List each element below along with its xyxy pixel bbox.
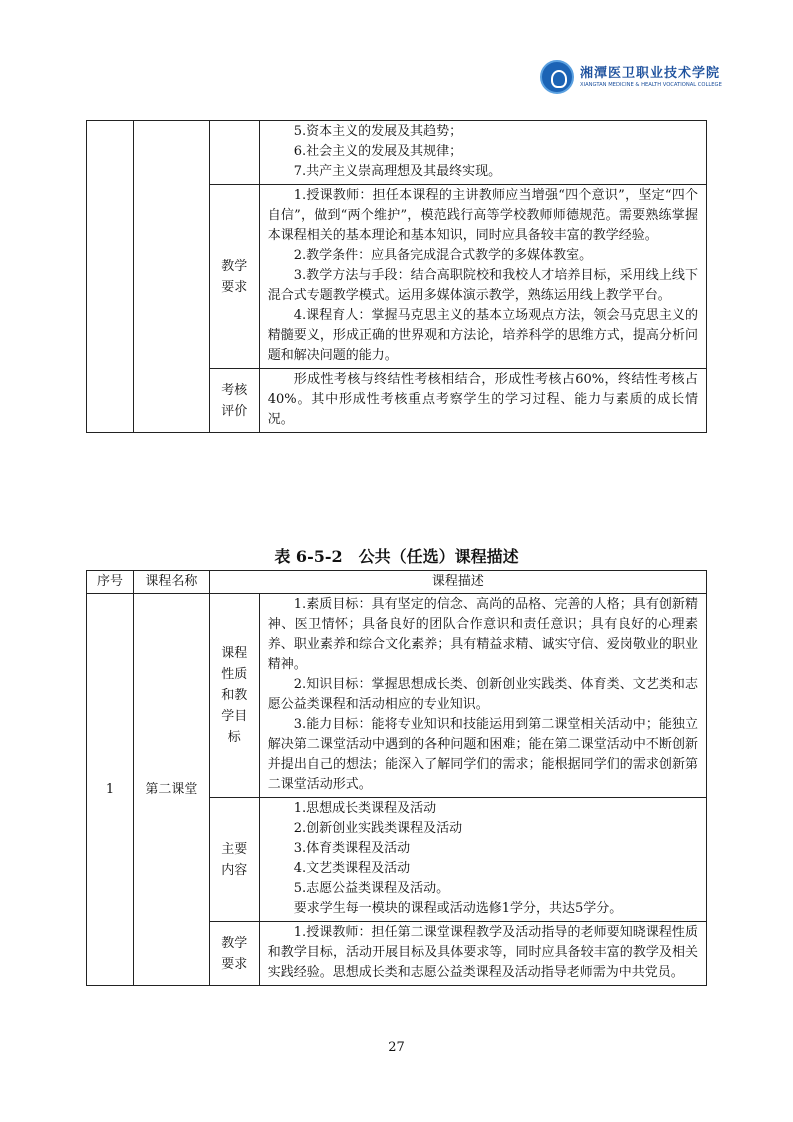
label-main-content: 主要内容 <box>209 798 259 922</box>
logo-chinese-name: 湘潭医卫职业技术学院 <box>580 66 721 81</box>
list-item: 5.志愿公益类课程及活动。 <box>293 881 450 896</box>
assessment-cell <box>259 369 706 433</box>
list-item: 要求学生每一模块的课程或活动选修1学分，共达5学分。 <box>293 901 623 916</box>
list-item: 6.社会主义的发展及其规律； <box>293 144 463 159</box>
teaching-requirements-cell <box>259 185 706 369</box>
label-assessment: 考核评价 <box>209 369 259 433</box>
course-table-continued <box>86 120 707 433</box>
paragraph: 1.授课教师：担任第二课堂课程教学及活动指导的老师要知晓课程性质和教学目标，活动开展目标及具体要求等，同时应具备较丰富的教学及相关实践经验。思想成长类和志愿公益类课程及活动指导老师需为中共党员。 <box>267 925 698 980</box>
label-objectives: 课程性质和教学目标 <box>209 594 259 798</box>
content-list-cell <box>259 121 706 185</box>
paragraph: 3.教学方法与手段：结合高职院校和我校人才培养目标，采用线上线下混合式专题教学模式。运用多媒体演示教学，熟练运用线上教学平台。 <box>267 268 698 303</box>
paragraph: 4.课程育人：掌握马克思主义的基本立场观点方法，领会马克思主义的精髓要义，形成正确的世界观和方法论，培养科学的思维方式，提高分析问题和解决问题的能力。 <box>267 308 698 363</box>
paragraph: 3.能力目标：能将专业知识和技能运用到第二课堂相关活动中；能独立解决第二课堂活动中遇到的各种问题和困难；能在第二课堂活动中不断创新并提出自己的想法；能深入了解同学们的需求；能根据同学们的需求创新第二课堂活动形式。 <box>267 717 698 792</box>
table-caption: 表 6-5-2 公共（任选）课程描述 <box>274 547 519 566</box>
paragraph: 2.知识目标：掌握思想成长类、创新创业实践类、体育类、文艺类和志愿公益类课程和活动相应的专业知识。 <box>267 677 698 712</box>
paragraph: 2.教学条件：应具备完成混合式教学的多媒体教室。 <box>293 248 593 263</box>
label-teaching-requirements: 教学要求 <box>209 185 259 369</box>
cell-no <box>87 121 134 433</box>
table-header-row <box>87 571 707 594</box>
objectives-cell <box>259 594 706 798</box>
cell-row-number: 1 <box>87 594 134 986</box>
list-item: 5.资本主义的发展及其趋势； <box>293 124 463 139</box>
college-logo <box>540 60 722 100</box>
list-item: 2.创新创业实践类课程及活动 <box>293 821 463 836</box>
paragraph: 形成性考核与终结性考核相结合，形成性考核占60%，终结性考核占40%。其中形成性考核重点考察学生的学习过程、能力与素质的成长情况。 <box>267 372 698 427</box>
cell-label-content <box>209 121 259 185</box>
cell-name <box>133 121 209 433</box>
college-emblem-icon <box>540 60 574 94</box>
header-course-description: 课程描述 <box>209 571 706 594</box>
header-course-name: 课程名称 <box>133 571 209 594</box>
paragraph: 1.授课教师：担任本课程的主讲教师应当增强“四个意识”，坚定“四个自信”，做到“两个维护”，模范践行高等学校教师师德规范。需要熟练掌握本课程相关的基本理论和基本知识，同时应具备较丰富的教学经验。 <box>267 188 698 243</box>
page-number: 27 <box>388 1040 405 1055</box>
logo-english-name: XIANGTAN MEDICINE & HEALTH VOCATIONAL COLLEGE <box>580 82 722 88</box>
main-content-cell <box>259 798 706 922</box>
elective-course-table <box>86 570 707 986</box>
list-item: 3.体育类课程及活动 <box>293 841 411 856</box>
teaching-requirements-cell <box>259 922 706 986</box>
list-item: 4.文艺类课程及活动 <box>293 861 411 876</box>
paragraph: 1.素质目标：具有坚定的信念、高尚的品格、完善的人格；具有创新精神、医卫情怀；具备良好的团队合作意识和责任意识；具有良好的心理素养、职业素养和综合文化素养；具有精益求精、诚实守信、爱岗敬业的职业精神。 <box>267 597 698 672</box>
list-item: 1.思想成长类课程及活动 <box>293 801 437 816</box>
header-no: 序号 <box>87 571 134 594</box>
cell-course-name: 第二课堂 <box>133 594 209 986</box>
table-row <box>87 121 707 185</box>
list-item: 7.共产主义崇高理想及其最终实现。 <box>293 164 502 179</box>
table-row <box>87 594 707 798</box>
label-teaching-requirements: 教学要求 <box>209 922 259 986</box>
